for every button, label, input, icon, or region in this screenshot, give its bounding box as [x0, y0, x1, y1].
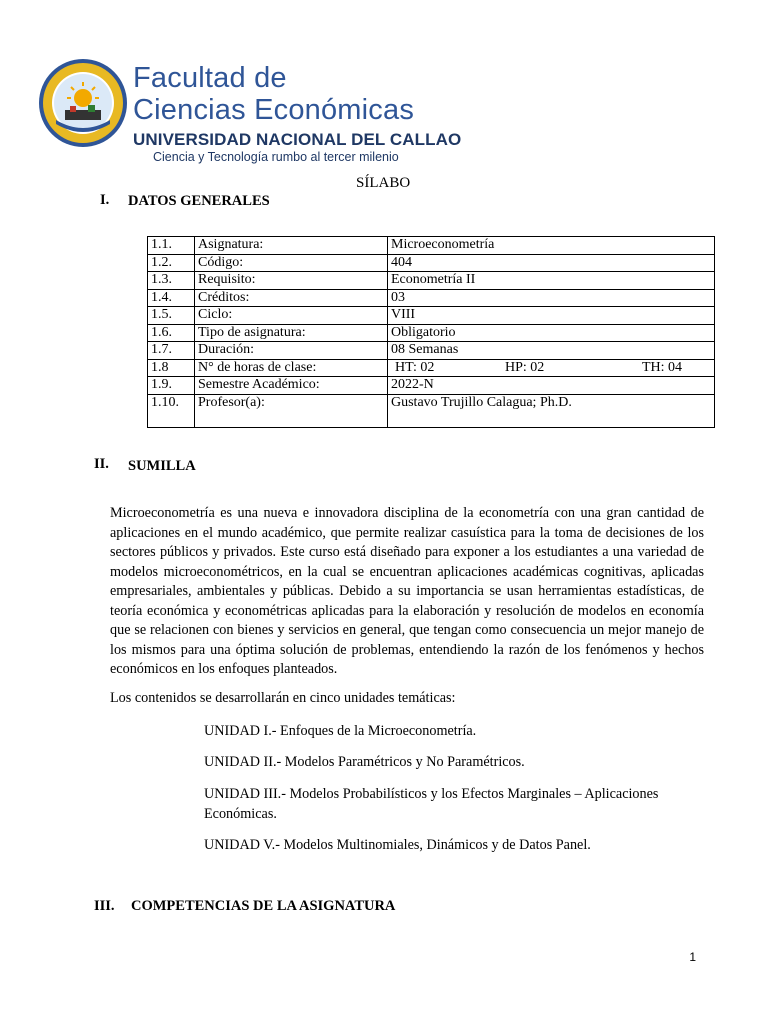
unit-item: UNIDAD I.- Enfoques de la Microeconometría.: [204, 723, 477, 739]
table-row: [148, 289, 715, 307]
row-value: Gustavo Trujillo Calagua; Ph.D.: [388, 394, 715, 427]
page-number: 1: [689, 950, 696, 964]
section-2-number: II.: [94, 456, 109, 472]
hours-hp: HP: 02: [505, 359, 545, 375]
row-number: 1.3.: [148, 272, 195, 290]
row-label: Tipo de asignatura:: [195, 324, 388, 342]
row-number: 1.4.: [148, 289, 195, 307]
section-3-number: III.: [94, 898, 115, 914]
hours-ht: HT: 02: [395, 359, 435, 375]
row-value-hours: [388, 359, 715, 377]
table-row: [148, 342, 715, 360]
summary-paragraph: Microeconometría es una nueva e innovadora disciplina de la econometría con una gran cantidad de aplicaciones en el mundo académico, que permite realizar casuística para la toma de decisiones de los sectores públicos y privados. Este curso está diseñado para exponer a los estudiantes a una variedad de modelos microeconométricos, en la cual se encuentran aplicaciones académicas cognitivas, aplicadas empresariales, ambientales y públicas. Debido a su importancia se usan herramientas estadísticas, de teoría económica y econométricas aplicadas para la elaboración y resolución de modelos en economía que se relacionen con bienes y servicios en general, que tengan como consecuencia un mejor manejo de los mismos para una óptima solución de problemas, entendiendo la razón de los fenómenos y hechos económicos en los enfoques planteados.: [110, 505, 704, 677]
unit-item: UNIDAD III.- Modelos Probabilísticos y los Efectos Marginales – Aplicaciones Económicas.: [204, 786, 659, 822]
row-label: Profesor(a):: [195, 394, 388, 427]
row-label: Créditos:: [195, 289, 388, 307]
row-number: 1.6.: [148, 324, 195, 342]
section-1-title: DATOS GENERALES: [128, 193, 270, 209]
table-row: [148, 394, 715, 427]
general-data-table: [147, 236, 715, 428]
table-row: [148, 237, 715, 255]
row-number: 1.8: [148, 359, 195, 377]
row-label: Duración:: [195, 342, 388, 360]
row-number: 1.10.: [148, 394, 195, 427]
row-value: 404: [388, 254, 715, 272]
row-number: 1.5.: [148, 307, 195, 325]
faculty-title-line1: Facultad de: [133, 62, 287, 94]
row-number: 1.7.: [148, 342, 195, 360]
row-label: Código:: [195, 254, 388, 272]
hours-th: TH: 04: [642, 359, 683, 375]
row-number: 1.1.: [148, 237, 195, 255]
row-label: Semestre Académico:: [195, 377, 388, 395]
units-intro: Los contenidos se desarrollarán en cinco unidades temáticas:: [110, 690, 456, 706]
university-motto: Ciencia y Tecnología rumbo al tercer milenio: [153, 150, 399, 164]
row-value: 03: [388, 289, 715, 307]
university-seal-logo: [38, 58, 128, 148]
row-number: 1.2.: [148, 254, 195, 272]
row-number: 1.9.: [148, 377, 195, 395]
table-row: [148, 359, 715, 377]
section-1-number: I.: [100, 192, 110, 208]
table-row: [148, 324, 715, 342]
table-row: [148, 272, 715, 290]
row-label: Requisito:: [195, 272, 388, 290]
section-3-title: COMPETENCIAS DE LA ASIGNATURA: [131, 898, 396, 914]
row-value: Econometría II: [388, 272, 715, 290]
table-row: [148, 254, 715, 272]
unit-item: UNIDAD II.- Modelos Paramétricos y No Paramétricos.: [204, 754, 525, 770]
unit-item: UNIDAD V.- Modelos Multinomiales, Dinámicos y de Datos Panel.: [204, 837, 591, 853]
row-value: 08 Semanas: [388, 342, 715, 360]
table-row: [148, 307, 715, 325]
row-label: N° de horas de clase:: [195, 359, 388, 377]
row-value: Obligatorio: [388, 324, 715, 342]
row-label: Ciclo:: [195, 307, 388, 325]
table-row: [148, 377, 715, 395]
faculty-title-line2: Ciencias Económicas: [133, 94, 415, 126]
row-value: VIII: [388, 307, 715, 325]
row-value: Microeconometría: [388, 237, 715, 255]
document-title: SÍLABO: [356, 175, 411, 191]
university-name: UNIVERSIDAD NACIONAL DEL CALLAO: [133, 130, 462, 149]
section-2-title: SUMILLA: [128, 458, 196, 474]
row-value: 2022-N: [388, 377, 715, 395]
row-label: Asignatura:: [195, 237, 388, 255]
